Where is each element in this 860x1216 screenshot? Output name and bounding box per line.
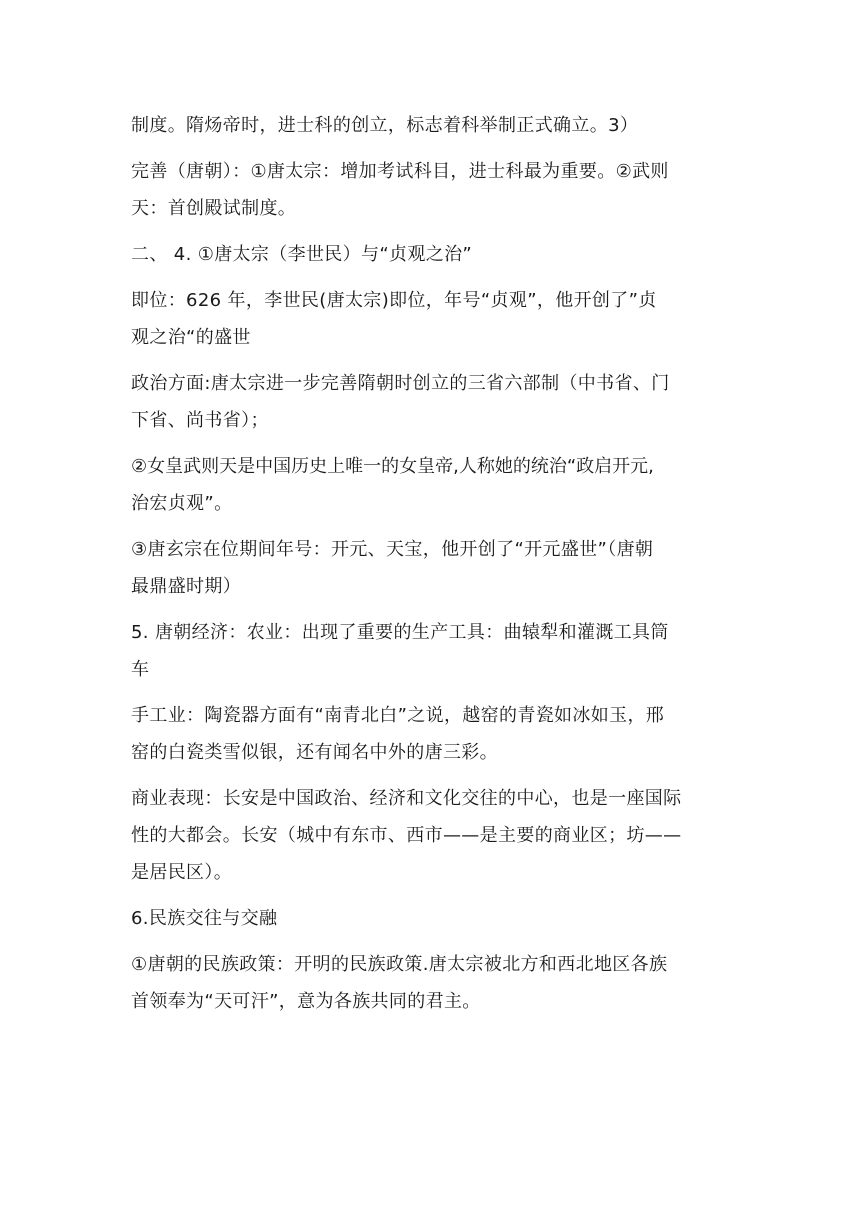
text-line: 首领奉为“天可汗”，意为各族共同的君主。 (131, 991, 481, 1012)
text-line: 下省、尚书省）； (131, 410, 269, 431)
text-line: 制度。隋炀帝时，进士科的创立，标志着科举制正式确立。3） (131, 115, 639, 136)
text-line: ③唐玄宗在位期间年号：开元、天宝，他开创了“开元盛世”（唐朝 (131, 539, 654, 560)
document-body (131, 107, 731, 1020)
section-heading: 二、 4. ①唐太宗（李世民）与“贞观之治” (131, 244, 473, 265)
text-line: 政治方面:唐太宗进一步完善隋朝时创立的三省六部制（中书省、门 (131, 373, 670, 394)
text-line: 5. 唐朝经济：农业：出现了重要的生产工具：曲辕犁和灌溉工具筒 (131, 622, 669, 643)
text-line: 天：首创殿试制度。 (131, 198, 297, 219)
text-line: ②女皇武则天是中国历史上唯一的女皇帝,人称她的统治“政启开元, (131, 456, 654, 477)
text-line: 车 (131, 659, 150, 680)
text-line: 最鼎盛时期） (131, 576, 242, 597)
text-line: 手工业：陶瓷器方面有“南青北白”之说，越窑的青瓷如冰如玉，邢 (131, 705, 665, 726)
text-line: ①唐朝的民族政策：开明的民族政策.唐太宗被北方和西北地区各族 (131, 954, 668, 975)
text-line: 商业表现：长安是中国政治、经济和文化交往的中心，也是一座国际 (131, 788, 682, 809)
text-line: 完善（唐朝）：①唐太宗：增加考试科目，进士科最为重要。②武则 (131, 161, 669, 182)
text-line: 是居民区）。 (131, 862, 233, 883)
text-line: 窑的白瓷类雪似银，还有闻名中外的唐三彩。 (131, 742, 498, 763)
section-heading: 6.民族交往与交融 (131, 908, 278, 929)
text-line: 观之治“的盛世 (131, 327, 251, 348)
text-line: 性的大都会。长安（城中有东市、西市——是主要的商业区；坊—— (131, 825, 682, 846)
text-line: 即位：626 年，李世民(唐太宗)即位，年号“贞观”，他开创了”贞 (131, 290, 657, 311)
text-line: 治宏贞观”。 (131, 493, 233, 514)
